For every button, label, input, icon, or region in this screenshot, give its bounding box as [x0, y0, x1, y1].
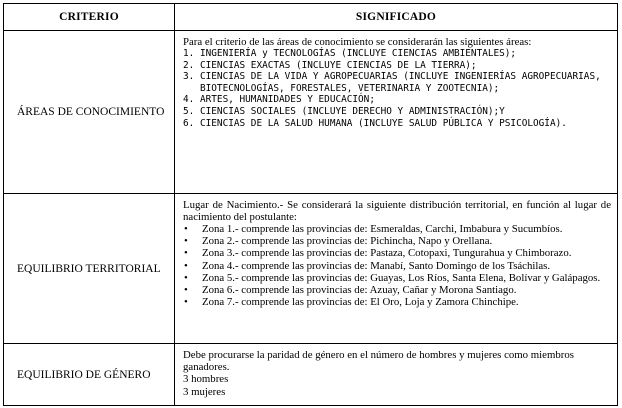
significado-territorial: [175, 194, 618, 344]
list-item: 2. CIENCIAS EXACTAS (INCLUYE CIENCIAS DE LA TIERRA);: [183, 59, 477, 71]
zones-list: [183, 223, 611, 308]
list-item: • Zona 2.- comprende las provincias de: Pichincha, Napo y Orellana.: [184, 235, 493, 248]
genero-text: Debe procurarse la paridad de género en el número de hombres y mujeres como miembros ganadores.: [183, 349, 574, 374]
areas-intro: Para el criterio de las áreas de conocimiento se considerarán las siguientes áreas:: [183, 36, 532, 48]
genero-hombres: 3 hombres: [183, 373, 229, 386]
significado-areas: [175, 31, 618, 194]
list-item: • Zona 5.- comprende las provincias de: Guayas, Los Ríos, Santa Elena, Bolívar y Galápagos.: [184, 271, 601, 284]
areas-list: [183, 48, 611, 129]
list-item: 3. CIENCIAS DE LA VIDA Y AGROPECUARIAS (INCLUYE INGENIERÍAS AGROPECUARIAS, BIOTECNOLOGÍAS, FORESTALES, VETERINARIA Y ZOOTECNIA);: [183, 71, 601, 94]
header-significado: SIGNIFICADO: [175, 4, 618, 31]
genero-mujeres: 3 mujeres: [183, 385, 226, 398]
list-item: 4. ARTES, HUMANIDADES Y EDUCACIÓN;: [183, 94, 375, 106]
row-areas: [4, 31, 618, 194]
header-row: [4, 4, 618, 31]
list-item: 1. INGENIERÍA y TECNOLOGÍAS (INCLUYE CIENCIAS AMBIENTALES);: [183, 48, 517, 59]
significado-genero: [175, 344, 618, 406]
list-item: 5. CIENCIAS SOCIALES (INCLUYE DERECHO Y ADMINISTRACIÓN);Y: [183, 105, 505, 117]
header-criterio: CRITERIO: [4, 4, 175, 31]
list-item: • Zona 7.- comprende las provincias de: El Oro, Loja y Zamora Chinchipe.: [184, 296, 519, 309]
criterio-areas: ÁREAS DE CONOCIMIENTO: [4, 31, 175, 194]
list-item: 6. CIENCIAS DE LA SALUD HUMANA (INCLUYE SALUD PÚBLICA Y PSICOLOGÍA).: [183, 117, 567, 129]
list-item: • Zona 1.- comprende las provincias de: Esmeraldas, Carchi, Imbabura y Sucumbíos.: [184, 223, 563, 235]
territorial-intro: Lugar de Nacimiento.- Se considerará la siguiente distribución territorial, en función al lugar de nacimiento del postulante:: [183, 199, 611, 223]
criterio-territorial: EQUILIBRIO TERRITORIAL: [4, 194, 175, 344]
criteria-table: [3, 3, 618, 406]
list-item: • Zona 3.- comprende las provincias de: Pastaza, Cotopaxi, Tungurahua y Chimborazo.: [184, 247, 572, 260]
row-territorial: [4, 194, 618, 344]
list-item: • Zona 4.- comprende las provincias de: Manabí, Santo Domingo de los Tsáchilas.: [184, 259, 551, 272]
row-genero: [4, 344, 618, 406]
list-item: • Zona 6.- comprende las provincias de: Azuay, Cañar y Morona Santiago.: [184, 284, 517, 297]
criterio-genero: EQUILIBRIO DE GÉNERO: [4, 344, 175, 406]
